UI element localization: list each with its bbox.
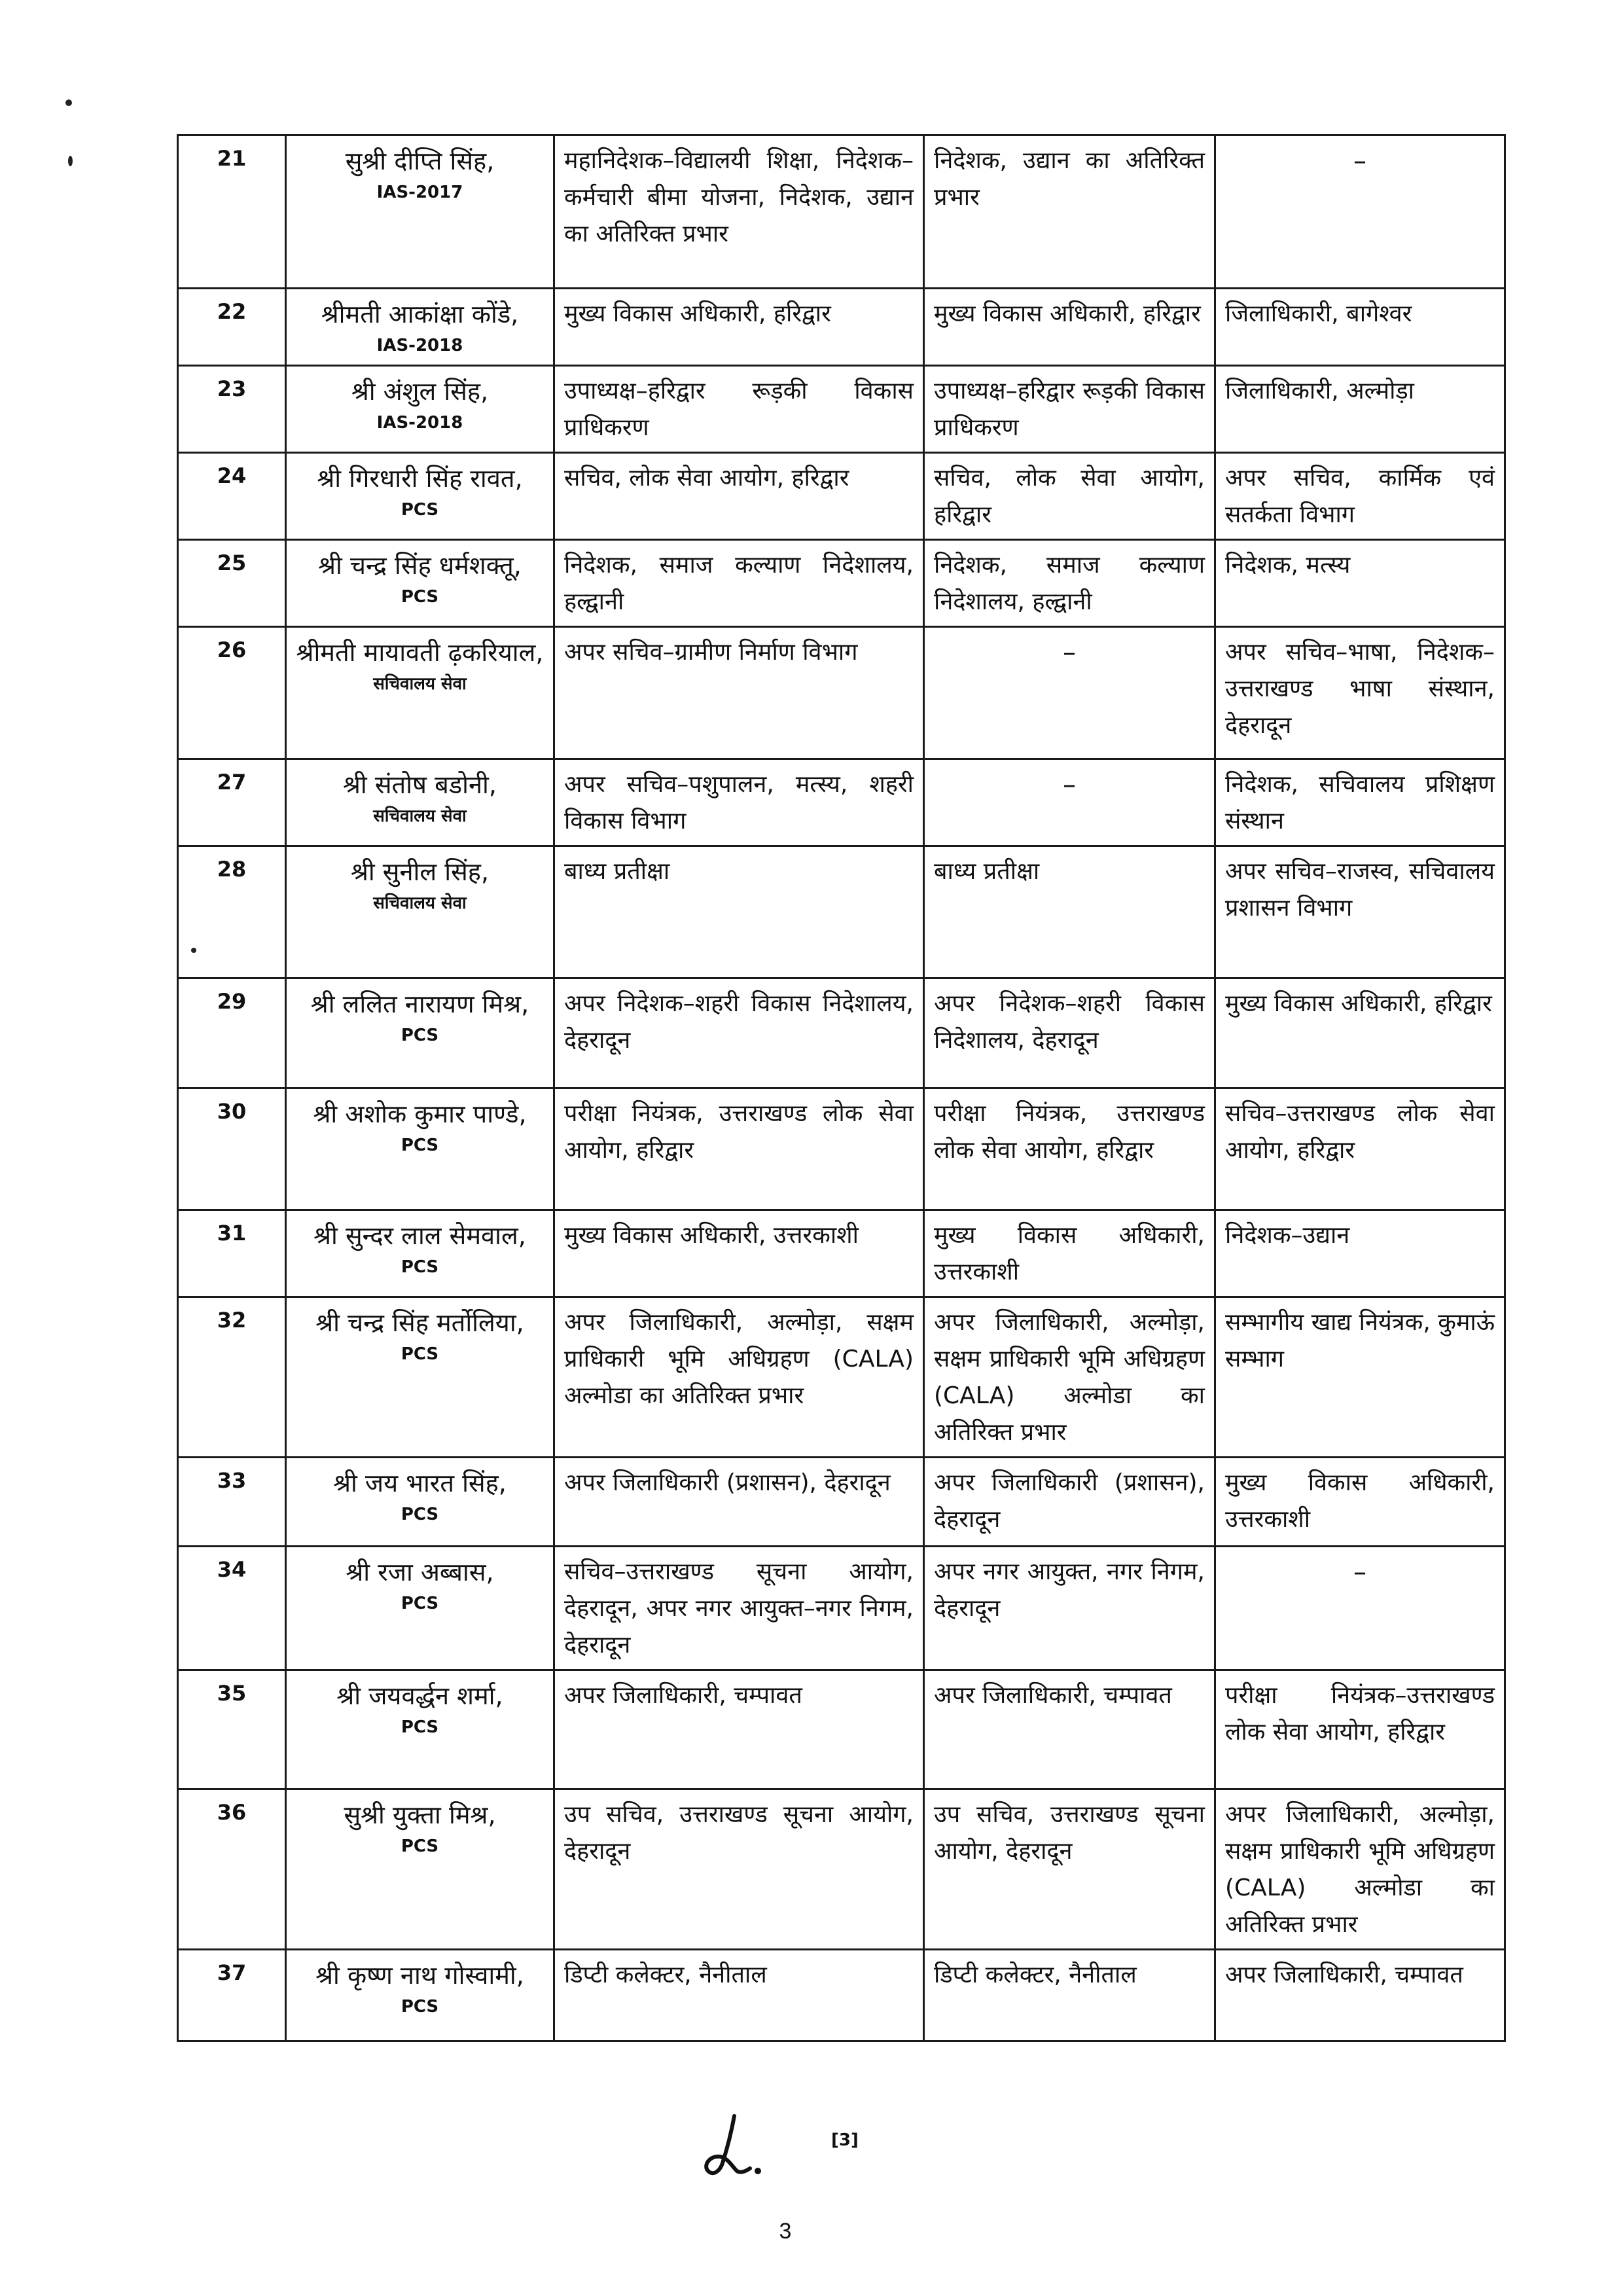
officer-name-cell: [286, 1789, 554, 1950]
new-post: अपर सचिव–भाषा, निदेशक–उत्तराखण्ड भाषा संस्थान, देहरादून: [1225, 639, 1495, 739]
officer-service: PCS: [401, 1717, 439, 1737]
officer-name-cell: [286, 978, 554, 1088]
officer-service: IAS-2018: [376, 336, 463, 355]
current-post-cell: [554, 1670, 924, 1789]
serial-number-cell: [178, 135, 286, 289]
current-post-cell: [554, 1210, 924, 1297]
relieved-post-cell: [924, 366, 1215, 453]
relieved-post: डिप्टी कलेक्टर, नैनीताल: [934, 1962, 1137, 1988]
officer-name-cell: [286, 540, 554, 627]
officer-name: श्रीमती आकांक्षा कोंडे,: [321, 300, 519, 329]
serial-number-cell: [178, 978, 286, 1088]
current-post-cell: [554, 135, 924, 289]
current-post: अपर सचिव–पशुपालन, मत्स्य, शहरी विकास विभाग: [564, 771, 914, 834]
officer-name: श्रीमती मायावती ढ़करियाल,: [296, 638, 544, 667]
new-post-cell: [1215, 1458, 1505, 1547]
serial-number-cell: [178, 289, 286, 366]
table-row: [178, 1088, 1505, 1210]
scan-speck: [68, 156, 73, 166]
table-row: [178, 627, 1505, 759]
current-post-cell: [554, 1088, 924, 1210]
new-post: अपर जिलाधिकारी, चम्पावत: [1225, 1962, 1463, 1988]
officer-service: PCS: [401, 1505, 439, 1524]
current-post: सचिव, लोक सेवा आयोग, हरिद्वार: [564, 465, 849, 492]
serial-number: 34: [217, 1557, 247, 1582]
table-row: [178, 846, 1505, 978]
serial-number-cell: [178, 759, 286, 846]
officer-name-cell: [286, 1950, 554, 2041]
new-post-cell: [1215, 453, 1505, 540]
relieved-post: अपर जिलाधिकारी, चम्पावत: [934, 1682, 1172, 1709]
new-post: मुख्य विकास अधिकारी, उत्तरकाशी: [1225, 1469, 1495, 1533]
relieved-post: –: [1063, 770, 1076, 800]
serial-number: 24: [217, 463, 247, 488]
new-post: अपर जिलाधिकारी, अल्मोड़ा, सक्षम प्राधिकारी भूमि अधिग्रहण (CALA) अल्मोडा का अतिरिक्त प्रभार: [1225, 1801, 1495, 1938]
relieved-post: उपाध्यक्ष–हरिद्वार रूड़की विकास प्राधिकरण: [934, 378, 1205, 441]
current-post-cell: [554, 627, 924, 759]
current-post-cell: [554, 978, 924, 1088]
serial-number-cell: [178, 627, 286, 759]
table-row: [178, 366, 1505, 453]
officer-name: श्री रजा अब्बास,: [346, 1558, 494, 1587]
current-post-cell: [554, 540, 924, 627]
relieved-post: बाध्य प्रतीक्षा: [934, 858, 1040, 885]
relieved-post-cell: [924, 627, 1215, 759]
relieved-post: अपर जिलाधिकारी, अल्मोड़ा, सक्षम प्राधिकारी भूमि अधिग्रहण (CALA) अल्मोडा का अतिरिक्त प्रभार: [934, 1309, 1205, 1446]
table-row: [178, 1670, 1505, 1789]
new-post-cell: [1215, 366, 1505, 453]
serial-number: 27: [217, 770, 247, 795]
serial-number-cell: [178, 1950, 286, 2041]
relieved-post-cell: [924, 1547, 1215, 1670]
officer-service: PCS: [401, 1344, 439, 1364]
officer-service: PCS: [401, 587, 439, 607]
officer-name: श्री जय भारत सिंह,: [333, 1469, 507, 1498]
officer-service: PCS: [401, 1594, 439, 1613]
current-post: महानिदेशक–विद्यालयी शिक्षा, निदेशक–कर्मचारी बीमा योजना, निदेशक, उद्यान का अतिरिक्त प्रभार: [564, 147, 914, 247]
relieved-post: उप सचिव, उत्तराखण्ड सूचना आयोग, देहरादून: [934, 1801, 1205, 1865]
relieved-post-cell: [924, 540, 1215, 627]
officer-name: श्री संतोष बडोनी,: [343, 770, 497, 799]
relieved-post-cell: [924, 453, 1215, 540]
serial-number: 28: [217, 857, 247, 882]
relieved-post: अपर जिलाधिकारी (प्रशासन), देहरादून: [934, 1469, 1205, 1533]
table-row: [178, 540, 1505, 627]
relieved-post-cell: [924, 1789, 1215, 1950]
relieved-post-cell: [924, 289, 1215, 366]
new-post-cell: [1215, 978, 1505, 1088]
officer-name-cell: [286, 366, 554, 453]
officer-name: श्री ललित नारायण मिश्र,: [310, 990, 529, 1018]
new-post: जिलाधिकारी, अल्मोड़ा: [1225, 378, 1414, 404]
table-row: [178, 1950, 1505, 2041]
serial-number-cell: [178, 1458, 286, 1547]
serial-number: 35: [217, 1681, 247, 1706]
table-row: [178, 978, 1505, 1088]
new-post: –: [1353, 146, 1366, 176]
serial-number: 22: [217, 299, 247, 324]
officer-service: सचिवालय सेवा: [373, 893, 467, 913]
relieved-post-cell: [924, 1088, 1215, 1210]
relieved-post: मुख्य विकास अधिकारी, उत्तरकाशी: [934, 1222, 1205, 1285]
serial-number-cell: [178, 366, 286, 453]
new-post-cell: [1215, 1670, 1505, 1789]
officer-name-cell: [286, 1547, 554, 1670]
officer-name: सुश्री दीप्ति सिंह,: [345, 147, 495, 175]
scan-speck: [65, 99, 72, 106]
officer-service: PCS: [401, 1997, 439, 2017]
new-post-cell: [1215, 540, 1505, 627]
relieved-post-cell: [924, 759, 1215, 846]
current-post: निदेशक, समाज कल्याण निदेशालय, हल्द्वानी: [564, 552, 914, 615]
officer-name: सुश्री युक्ता मिश्र,: [344, 1801, 496, 1829]
officer-service: PCS: [401, 500, 439, 520]
serial-number: 36: [217, 1800, 247, 1825]
table-row: [178, 289, 1505, 366]
current-post: अपर जिलाधिकारी, चम्पावत: [564, 1682, 802, 1709]
current-post-cell: [554, 1950, 924, 2041]
officer-service: सचिवालय सेवा: [373, 674, 467, 694]
officer-name: श्री चन्द्र सिंह मर्तोलिया,: [315, 1308, 524, 1337]
officer-service: PCS: [401, 1026, 439, 1045]
new-post-cell: [1215, 1950, 1505, 2041]
table-row: [178, 1789, 1505, 1950]
table-row: [178, 453, 1505, 540]
relieved-post-cell: [924, 135, 1215, 289]
current-post: अपर जिलाधिकारी (प्रशासन), देहरादून: [564, 1469, 891, 1496]
officer-name-cell: [286, 453, 554, 540]
new-post-cell: [1215, 846, 1505, 978]
relieved-post: निदेशक, उद्यान का अतिरिक्त प्रभार: [934, 147, 1205, 211]
officer-name-cell: [286, 135, 554, 289]
new-post-cell: [1215, 759, 1505, 846]
officer-name-cell: [286, 1458, 554, 1547]
serial-number: 33: [217, 1468, 247, 1493]
new-post: मुख्य विकास अधिकारी, हरिद्वार: [1225, 990, 1492, 1017]
relieved-post-cell: [924, 1950, 1215, 2041]
new-post: सम्भागीय खाद्य नियंत्रक, कुमाऊं सम्भाग: [1225, 1309, 1495, 1372]
relieved-post-cell: [924, 1458, 1215, 1547]
page-marker: [3]: [831, 2130, 859, 2150]
serial-number: 29: [217, 989, 247, 1014]
current-post-cell: [554, 1547, 924, 1670]
serial-number: 26: [217, 637, 247, 662]
officer-service: PCS: [401, 1837, 439, 1856]
officer-name: श्री गिरधारी सिंह रावत,: [317, 464, 523, 493]
serial-number: 25: [217, 550, 247, 575]
serial-number: 32: [217, 1308, 247, 1333]
current-post-cell: [554, 289, 924, 366]
current-post-cell: [554, 759, 924, 846]
new-post-cell: [1215, 289, 1505, 366]
serial-number: 30: [217, 1099, 247, 1124]
table-row: [178, 1547, 1505, 1670]
current-post: उप सचिव, उत्तराखण्ड सूचना आयोग, देहरादून: [564, 1801, 914, 1865]
serial-number-cell: [178, 1297, 286, 1458]
relieved-post-cell: [924, 846, 1215, 978]
relieved-post: अपर निदेशक–शहरी विकास निदेशालय, देहरादून: [934, 990, 1205, 1054]
new-post: –: [1353, 1557, 1366, 1587]
current-post: अपर सचिव–ग्रामीण निर्माण विभाग: [564, 639, 858, 666]
table-row: [178, 759, 1505, 846]
relieved-post: सचिव, लोक सेवा आयोग, हरिद्वार: [934, 465, 1205, 528]
serial-number: 21: [217, 146, 247, 171]
table-row: [178, 1458, 1505, 1547]
officer-name: श्री अशोक कुमार पाण्डे,: [313, 1100, 527, 1128]
officer-name-cell: [286, 1297, 554, 1458]
table-row: [178, 135, 1505, 289]
current-post: उपाध्यक्ष–हरिद्वार रूड़की विकास प्राधिकरण: [564, 378, 914, 441]
serial-number-cell: [178, 1670, 286, 1789]
scan-speck: [191, 948, 196, 953]
table-row: [178, 1210, 1505, 1297]
current-post: बाध्य प्रतीक्षा: [564, 858, 670, 885]
new-post-cell: [1215, 1088, 1505, 1210]
serial-number-cell: [178, 540, 286, 627]
relieved-post-cell: [924, 1210, 1215, 1297]
officer-name: श्री सुन्दर लाल सेमवाल,: [313, 1221, 526, 1250]
serial-number: 23: [217, 376, 247, 401]
serial-number-cell: [178, 1789, 286, 1950]
current-post: अपर जिलाधिकारी, अल्मोड़ा, सक्षम प्राधिकारी भूमि अधिग्रहण (CALA) अल्मोडा का अतिरिक्त प्रभार: [564, 1309, 914, 1409]
transfer-table: [177, 134, 1506, 2042]
current-post: डिप्टी कलेक्टर, नैनीताल: [564, 1962, 767, 1988]
current-post-cell: [554, 366, 924, 453]
officer-service: IAS-2017: [376, 183, 463, 202]
relieved-post: निदेशक, समाज कल्याण निदेशालय, हल्द्वानी: [934, 552, 1205, 615]
serial-number-cell: [178, 846, 286, 978]
new-post: अपर सचिव–राजस्व, सचिवालय प्रशासन विभाग: [1225, 858, 1495, 922]
officer-name: श्री कृष्ण नाथ गोस्वामी,: [315, 1961, 524, 1990]
officer-service: PCS: [401, 1257, 439, 1277]
relieved-post-cell: [924, 1297, 1215, 1458]
table-row: [178, 1297, 1505, 1458]
officer-service: PCS: [401, 1136, 439, 1155]
signature-mark: [694, 2111, 766, 2183]
officer-name-cell: [286, 1670, 554, 1789]
serial-number-cell: [178, 453, 286, 540]
new-post: सचिव–उत्तराखण्ड लोक सेवा आयोग, हरिद्वार: [1225, 1100, 1495, 1164]
new-post: निदेशक–उद्यान: [1225, 1222, 1350, 1249]
officer-name: श्री जयवर्द्धन शर्मा,: [336, 1681, 503, 1710]
officer-name-cell: [286, 1088, 554, 1210]
new-post: परीक्षा नियंत्रक–उत्तराखण्ड लोक सेवा आयोग, हरिद्वार: [1225, 1682, 1495, 1746]
current-post-cell: [554, 453, 924, 540]
current-post: मुख्य विकास अधिकारी, उत्तरकाशी: [564, 1222, 859, 1249]
table-body: [178, 135, 1505, 2041]
relieved-post: परीक्षा नियंत्रक, उत्तराखण्ड लोक सेवा आयोग, हरिद्वार: [934, 1100, 1205, 1164]
relieved-post: –: [1063, 637, 1076, 668]
serial-number-cell: [178, 1088, 286, 1210]
current-post-cell: [554, 1297, 924, 1458]
officer-service: सचिवालय सेवा: [373, 806, 467, 826]
current-post: अपर निदेशक–शहरी विकास निदेशालय, देहरादून: [564, 990, 914, 1054]
current-post-cell: [554, 846, 924, 978]
relieved-post: मुख्य विकास अधिकारी, हरिद्वार: [934, 300, 1201, 327]
officer-service: IAS-2018: [376, 413, 463, 433]
new-post-cell: [1215, 135, 1505, 289]
officer-name-cell: [286, 627, 554, 759]
officer-name-cell: [286, 759, 554, 846]
new-post: अपर सचिव, कार्मिक एवं सतर्कता विभाग: [1225, 465, 1495, 528]
new-post: निदेशक, सचिवालय प्रशिक्षण संस्थान: [1225, 771, 1495, 834]
officer-name: श्री अंशुल सिंह,: [351, 377, 489, 406]
officer-name: श्री सुनील सिंह,: [350, 857, 490, 886]
new-post-cell: [1215, 1210, 1505, 1297]
new-post-cell: [1215, 1547, 1505, 1670]
current-post-cell: [554, 1789, 924, 1950]
relieved-post-cell: [924, 1670, 1215, 1789]
new-post: निदेशक, मत्स्य: [1225, 552, 1351, 579]
relieved-post: अपर नगर आयुक्त, नगर निगम, देहरादून: [934, 1558, 1205, 1622]
officer-name: श्री चन्द्र सिंह धर्मशक्तू,: [318, 551, 522, 580]
relieved-post-cell: [924, 978, 1215, 1088]
new-post: जिलाधिकारी, बागेश्वर: [1225, 300, 1412, 327]
officer-name-cell: [286, 846, 554, 978]
current-post: परीक्षा नियंत्रक, उत्तराखण्ड लोक सेवा आयोग, हरिद्वार: [564, 1100, 914, 1164]
officer-name-cell: [286, 289, 554, 366]
current-post: मुख्य विकास अधिकारी, हरिद्वार: [564, 300, 831, 327]
current-post-cell: [554, 1458, 924, 1547]
serial-number-cell: [178, 1547, 286, 1670]
new-post-cell: [1215, 1789, 1505, 1950]
serial-number: 31: [217, 1221, 247, 1246]
page-number: 3: [779, 2219, 792, 2244]
new-post-cell: [1215, 1297, 1505, 1458]
officer-name-cell: [286, 1210, 554, 1297]
current-post: सचिव–उत्तराखण्ड सूचना आयोग, देहरादून, अपर नगर आयुक्त–नगर निगम, देहरादून: [564, 1558, 914, 1659]
serial-number: 37: [217, 1960, 247, 1985]
new-post-cell: [1215, 627, 1505, 759]
serial-number-cell: [178, 1210, 286, 1297]
